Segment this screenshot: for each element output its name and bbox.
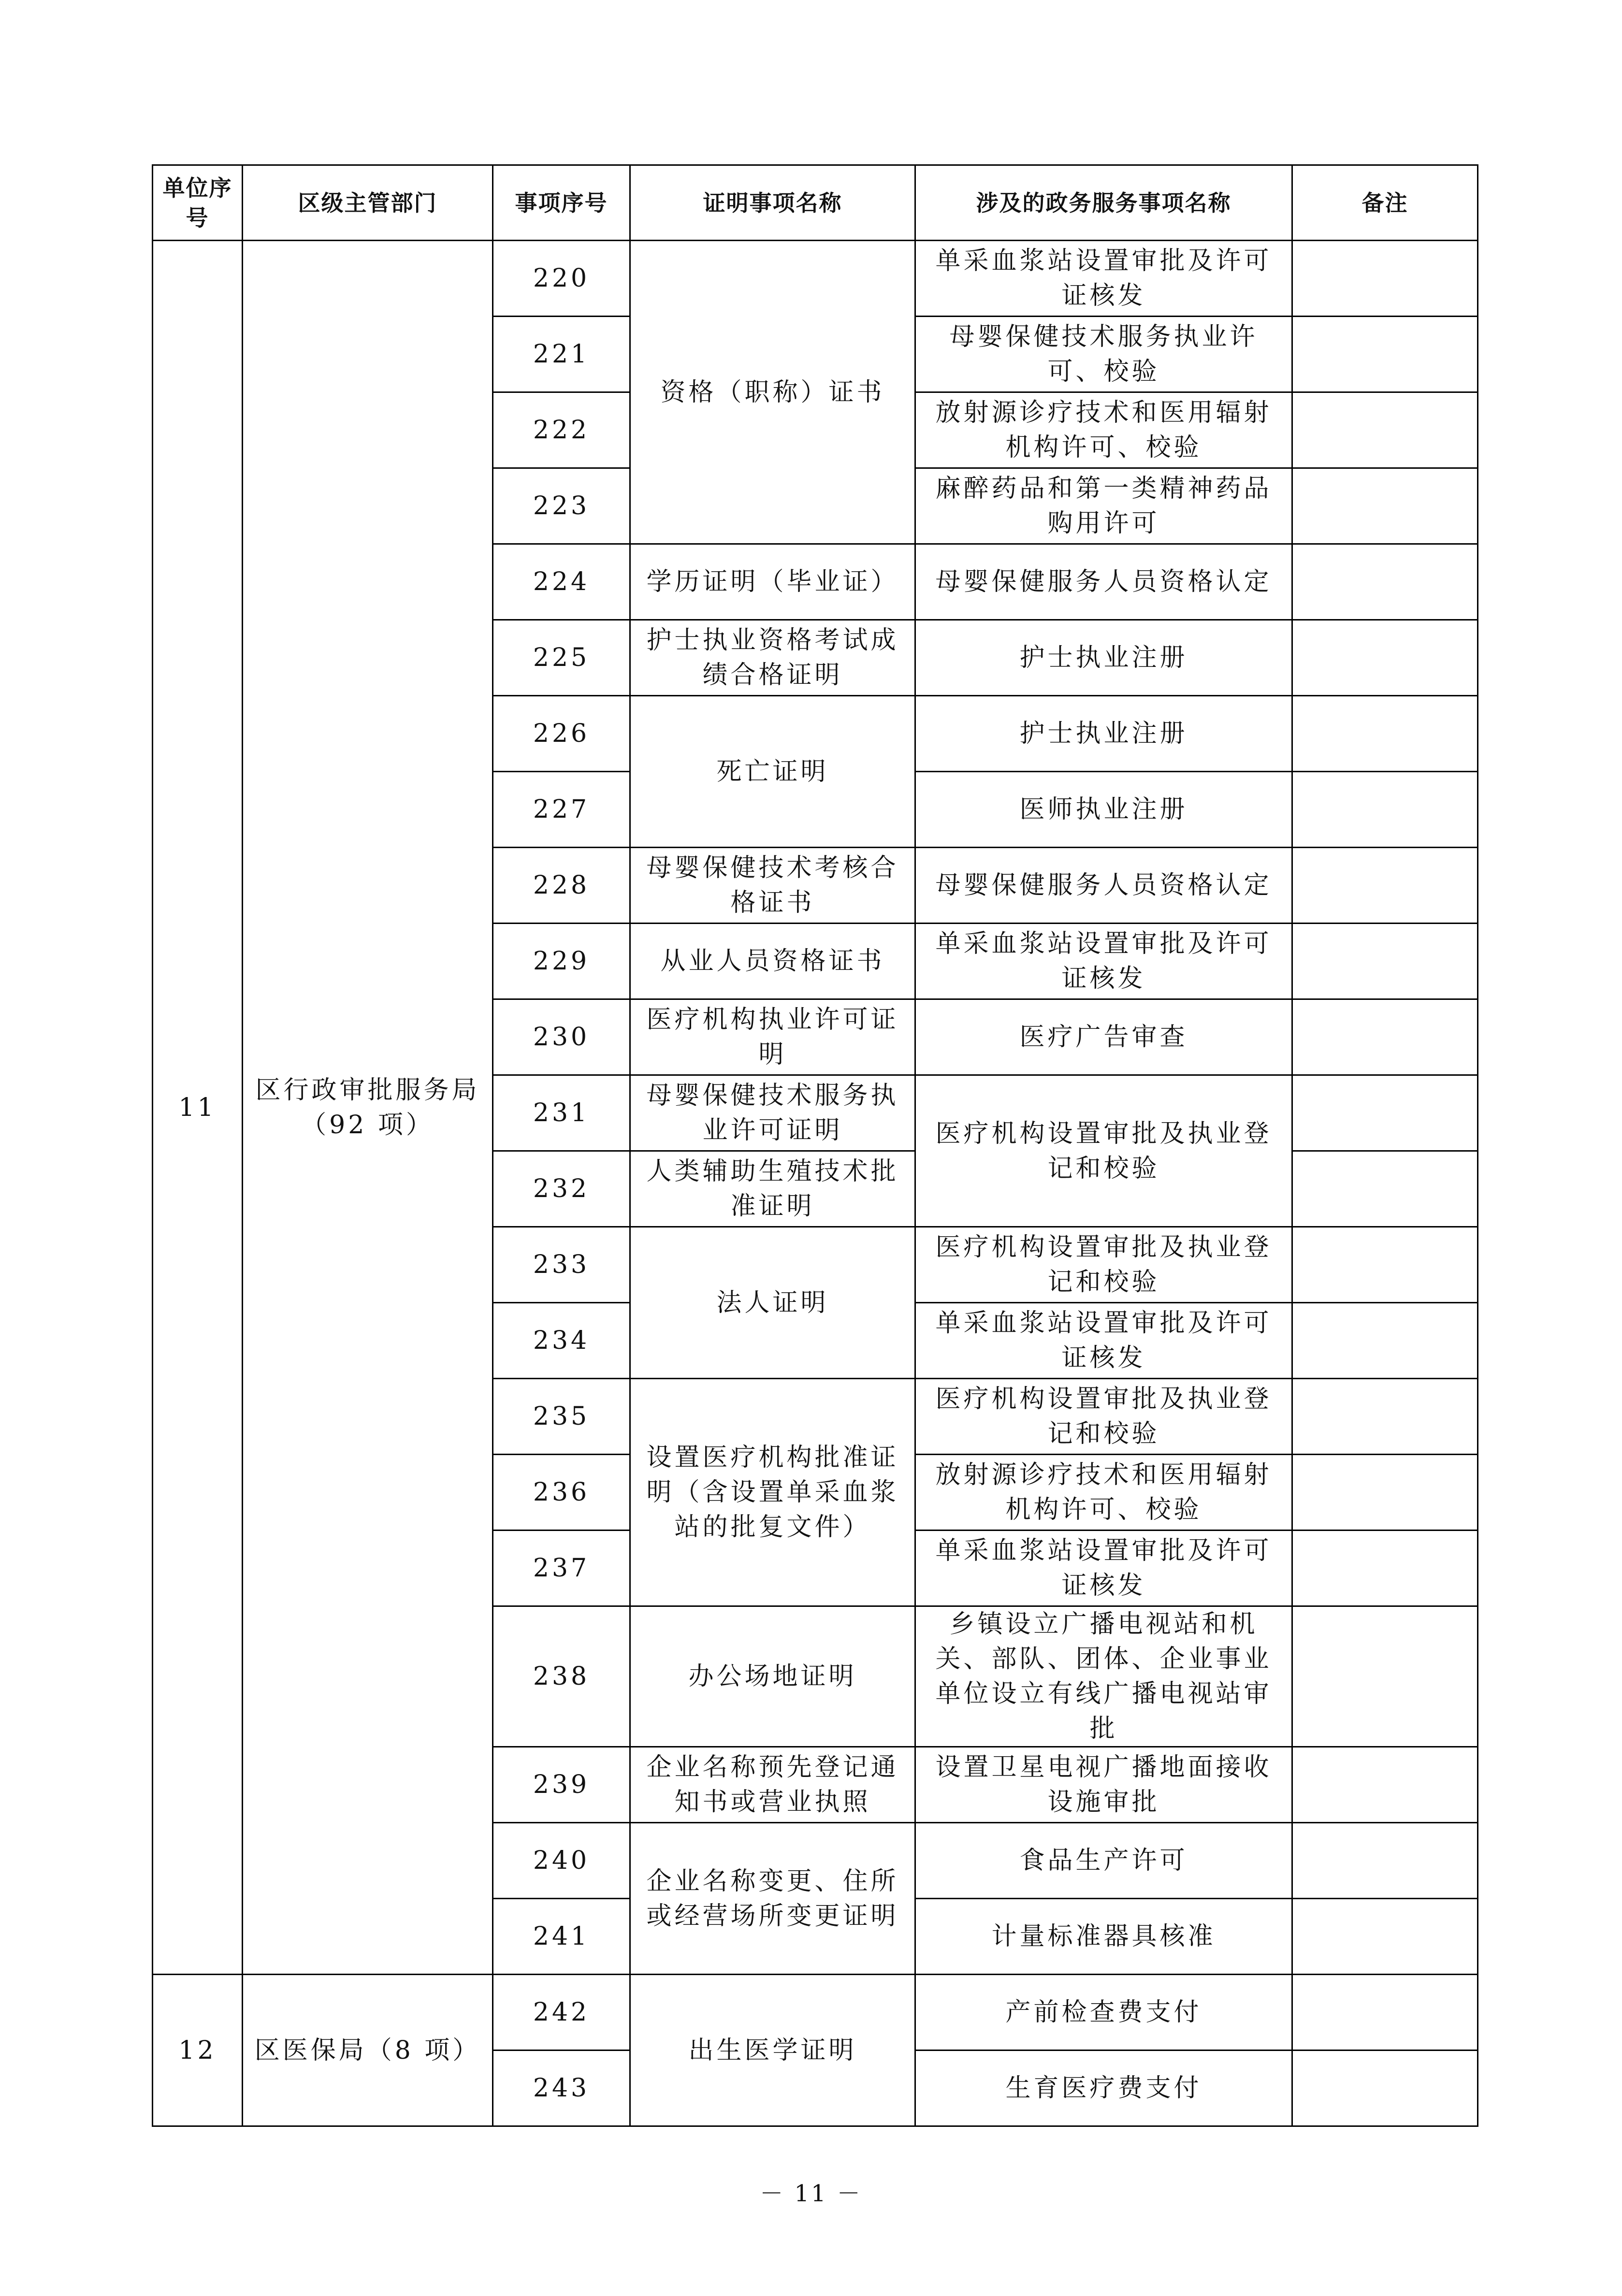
cert-name-cell: 出生医学证明 [630,1975,915,2126]
cert-name-cell: 人类辅助生殖技术批准证明 [630,1151,915,1227]
service-name-cell: 母婴保健服务人员资格认定 [915,544,1292,620]
cert-name-cell: 学历证明（毕业证） [630,544,915,620]
service-name-cell: 放射源诊疗技术和医用辐射机构许可、校验 [915,392,1292,468]
cert-name-cell: 企业名称变更、住所或经营场所变更证明 [630,1823,915,1975]
service-name-cell: 放射源诊疗技术和医用辐射机构许可、校验 [915,1455,1292,1531]
remarks-cell [1292,468,1478,544]
remarks-cell [1292,317,1478,392]
cert-name-cell: 设置医疗机构批准证明（含设置单采血浆站的批复文件） [630,1379,915,1606]
remarks-cell [1292,1379,1478,1455]
remarks-cell [1292,1975,1478,2051]
cert-name-cell: 从业人员资格证书 [630,924,915,999]
table-header-row [153,165,1478,241]
service-name-cell: 医师执业注册 [915,772,1292,848]
service-name-cell: 单采血浆站设置审批及许可证核发 [915,241,1292,317]
cert-name-cell: 企业名称预先登记通知书或营业执照 [630,1747,915,1823]
remarks-cell [1292,772,1478,848]
remarks-cell [1292,924,1478,999]
service-name-cell: 医疗机构设置审批及执业登记和校验 [915,1227,1292,1303]
item-seq-cell: 224 [493,544,630,620]
header-service-name: 涉及的政务服务事项名称 [915,165,1292,241]
service-name-cell: 设置卫星电视广播地面接收设施审批 [915,1747,1292,1823]
cert-name-cell: 医疗机构执业许可证明 [630,999,915,1075]
service-name-cell: 医疗机构设置审批及执业登记和校验 [915,1075,1292,1227]
service-name-cell: 护士执业注册 [915,696,1292,772]
remarks-cell [1292,1075,1478,1151]
service-name-cell: 计量标准器具核准 [915,1899,1292,1975]
header-item-seq: 事项序号 [493,165,630,241]
service-name-cell: 单采血浆站设置审批及许可证核发 [915,924,1292,999]
item-seq-cell: 243 [493,2051,630,2126]
unit-seq-cell: 12 [153,1975,243,2126]
service-name-cell: 医疗广告审查 [915,999,1292,1075]
remarks-cell [1292,1531,1478,1606]
cert-name-cell: 资格（职称）证书 [630,241,915,544]
item-seq-cell: 220 [493,241,630,317]
item-seq-cell: 238 [493,1606,630,1747]
certification-items-table [152,164,1478,2127]
item-seq-cell: 241 [493,1899,630,1975]
item-seq-cell: 221 [493,317,630,392]
item-seq-cell: 226 [493,696,630,772]
item-seq-cell: 230 [493,999,630,1075]
remarks-cell [1292,999,1478,1075]
item-seq-cell: 222 [493,392,630,468]
table-row [153,1975,1478,2051]
dept-cell: 区医保局（8 项） [243,1975,493,2126]
cert-name-cell: 死亡证明 [630,696,915,848]
remarks-cell [1292,392,1478,468]
service-name-cell: 单采血浆站设置审批及许可证核发 [915,1303,1292,1379]
remarks-cell [1292,241,1478,317]
dept-cell: 区行政审批服务局（92 项） [243,241,493,1975]
item-seq-cell: 239 [493,1747,630,1823]
item-seq-cell: 242 [493,1975,630,2051]
service-name-cell: 产前检查费支付 [915,1975,1292,2051]
item-seq-cell: 234 [493,1303,630,1379]
service-name-cell: 麻醉药品和第一类精神药品购用许可 [915,468,1292,544]
cert-name-cell: 办公场地证明 [630,1606,915,1747]
remarks-cell [1292,1455,1478,1531]
item-seq-cell: 227 [493,772,630,848]
remarks-cell [1292,1227,1478,1303]
item-seq-cell: 240 [493,1823,630,1899]
cert-name-cell: 母婴保健技术考核合格证书 [630,848,915,924]
remarks-cell [1292,1823,1478,1899]
header-remarks: 备注 [1292,165,1478,241]
remarks-cell [1292,1151,1478,1227]
service-name-cell: 医疗机构设置审批及执业登记和校验 [915,1379,1292,1455]
cert-name-cell: 护士执业资格考试成绩合格证明 [630,620,915,696]
service-name-cell: 母婴保健服务人员资格认定 [915,848,1292,924]
remarks-cell [1292,848,1478,924]
item-seq-cell: 229 [493,924,630,999]
remarks-cell [1292,1899,1478,1975]
item-seq-cell: 237 [493,1531,630,1606]
service-name-cell: 护士执业注册 [915,620,1292,696]
item-seq-cell: 235 [493,1379,630,1455]
service-name-cell: 乡镇设立广播电视站和机关、部队、团体、企业事业单位设立有线广播电视站审批 [915,1606,1292,1747]
service-name-cell: 生育医疗费支付 [915,2051,1292,2126]
item-seq-cell: 236 [493,1455,630,1531]
remarks-cell [1292,620,1478,696]
cert-name-cell: 母婴保健技术服务执业许可证明 [630,1075,915,1151]
header-unit-seq: 单位序号 [153,165,243,241]
item-seq-cell: 225 [493,620,630,696]
table-row [153,241,1478,317]
item-seq-cell: 233 [493,1227,630,1303]
remarks-cell [1292,1303,1478,1379]
header-dept: 区级主管部门 [243,165,493,241]
page-number: － 11 － [760,2180,862,2207]
item-seq-cell: 223 [493,468,630,544]
remarks-cell [1292,1747,1478,1823]
item-seq-cell: 232 [493,1151,630,1227]
item-seq-cell: 231 [493,1075,630,1151]
service-name-cell: 食品生产许可 [915,1823,1292,1899]
remarks-cell [1292,544,1478,620]
item-seq-cell: 228 [493,848,630,924]
header-cert-name: 证明事项名称 [630,165,915,241]
remarks-cell [1292,1606,1478,1747]
service-name-cell: 单采血浆站设置审批及许可证核发 [915,1531,1292,1606]
service-name-cell: 母婴保健技术服务执业许可、校验 [915,317,1292,392]
unit-seq-cell: 11 [153,241,243,1975]
remarks-cell [1292,696,1478,772]
remarks-cell [1292,2051,1478,2126]
cert-name-cell: 法人证明 [630,1227,915,1379]
